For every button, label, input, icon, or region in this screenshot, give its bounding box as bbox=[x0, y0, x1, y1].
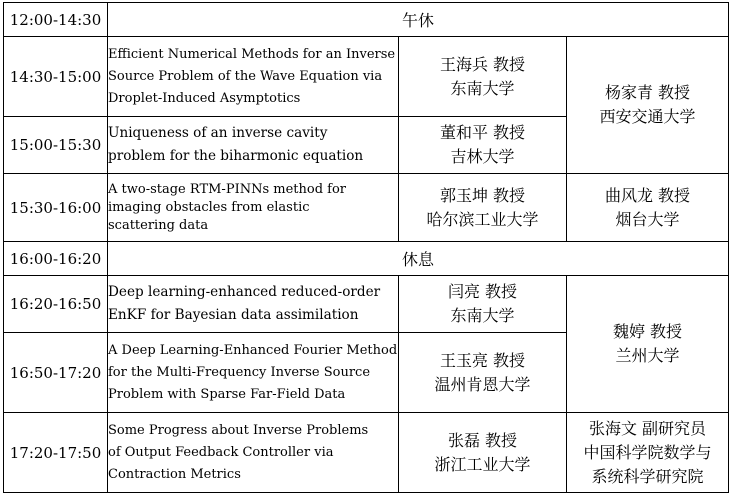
time-cell: 14:30-15:00 bbox=[4, 37, 108, 117]
speaker-name: 郭玉坤 教授 bbox=[439, 185, 526, 205]
table-row bbox=[4, 276, 729, 333]
speaker-affiliation: 温州肯恩大学 bbox=[434, 374, 531, 394]
speaker-name: 闫亮 教授 bbox=[447, 282, 518, 301]
table-row bbox=[4, 174, 729, 242]
chair-name: 张海文 副研究员 bbox=[588, 418, 707, 438]
speaker-cell bbox=[399, 37, 567, 117]
chair-cell bbox=[567, 174, 729, 242]
talk-title-line: imaging obstacles from elastic bbox=[108, 199, 310, 215]
chair-name: 曲风龙 教授 bbox=[604, 185, 691, 205]
chair-affiliation: 中国科学院数学与 bbox=[583, 442, 712, 462]
speaker-name: 张磊 教授 bbox=[447, 430, 518, 450]
chair-name: 魏婷 教授 bbox=[612, 322, 683, 341]
speaker-affiliation: 东南大学 bbox=[450, 78, 515, 98]
talk-title-line: Some Progress about Inverse Problems bbox=[108, 422, 369, 438]
chair-affiliation: 烟台大学 bbox=[615, 209, 680, 229]
talk-title-line: Deep learning-enhanced reduced-order bbox=[108, 283, 381, 300]
time-cell: 15:30-16:00 bbox=[4, 174, 108, 242]
speaker-cell bbox=[399, 276, 567, 333]
talk-title-line: scattering data bbox=[108, 217, 209, 233]
speaker-affiliation: 浙江工业大学 bbox=[434, 454, 531, 474]
chair-name: 杨家青 教授 bbox=[604, 83, 691, 102]
chair-cell bbox=[567, 413, 729, 493]
break-label: 午休 bbox=[108, 3, 729, 37]
table-row bbox=[4, 3, 729, 37]
break-label: 休息 bbox=[108, 242, 729, 276]
chair-affiliation: 兰州大学 bbox=[615, 346, 680, 365]
talk-title-line: of Output Feedback Controller via bbox=[108, 444, 334, 460]
time-cell: 16:00-16:20 bbox=[4, 242, 108, 276]
speaker-cell bbox=[399, 117, 567, 174]
speaker-name: 董和平 教授 bbox=[439, 123, 526, 142]
time-cell: 15:00-15:30 bbox=[4, 117, 108, 174]
chair-cell bbox=[567, 276, 729, 413]
speaker-affiliation: 东南大学 bbox=[450, 306, 515, 325]
talk-title-line: Problem with Sparse Far-Field Data bbox=[108, 386, 346, 402]
talk-title bbox=[108, 117, 399, 174]
talk-title bbox=[108, 413, 399, 493]
talk-title-line: for the Multi-Frequency Inverse Source bbox=[108, 364, 371, 380]
talk-title-line: problem for the biharmonic equation bbox=[108, 148, 364, 164]
talk-title bbox=[108, 276, 399, 333]
talk-title-line: Contraction Metrics bbox=[108, 466, 241, 482]
talk-title-line: A Deep Learning-Enhanced Fourier Method bbox=[108, 342, 398, 358]
speaker-cell bbox=[399, 413, 567, 493]
talk-title-line: Droplet-Induced Asymptotics bbox=[108, 90, 301, 106]
talk-title bbox=[108, 37, 399, 117]
chair-affiliation: 系统科学研究院 bbox=[591, 466, 704, 486]
talk-title-line: Efficient Numerical Methods for an Inverse bbox=[108, 46, 396, 62]
speaker-cell bbox=[399, 174, 567, 242]
speaker-affiliation: 哈尔滨工业大学 bbox=[426, 209, 539, 229]
chair-cell bbox=[567, 37, 729, 174]
time-cell: 12:00-14:30 bbox=[4, 3, 108, 37]
talk-title bbox=[108, 333, 399, 413]
table-row bbox=[4, 37, 729, 117]
time-cell: 16:20-16:50 bbox=[4, 276, 108, 333]
talk-title-line: EnKF for Bayesian data assimilation bbox=[108, 307, 359, 323]
talk-title bbox=[108, 174, 399, 242]
talk-title-line: Source Problem of the Wave Equation via bbox=[108, 68, 383, 84]
talk-title-line: Uniqueness of an inverse cavity bbox=[108, 124, 328, 141]
table-row bbox=[4, 413, 729, 493]
schedule-table bbox=[3, 2, 729, 493]
speaker-name: 王玉亮 教授 bbox=[439, 350, 526, 370]
speaker-name: 王海兵 教授 bbox=[439, 54, 526, 74]
time-cell: 16:50-17:20 bbox=[4, 333, 108, 413]
talk-title-line: A two-stage RTM-PINNs method for bbox=[108, 181, 347, 197]
table-row bbox=[4, 242, 729, 276]
time-cell: 17:20-17:50 bbox=[4, 413, 108, 493]
chair-affiliation: 西安交通大学 bbox=[599, 107, 696, 126]
speaker-cell bbox=[399, 333, 567, 413]
speaker-affiliation: 吉林大学 bbox=[450, 147, 515, 166]
